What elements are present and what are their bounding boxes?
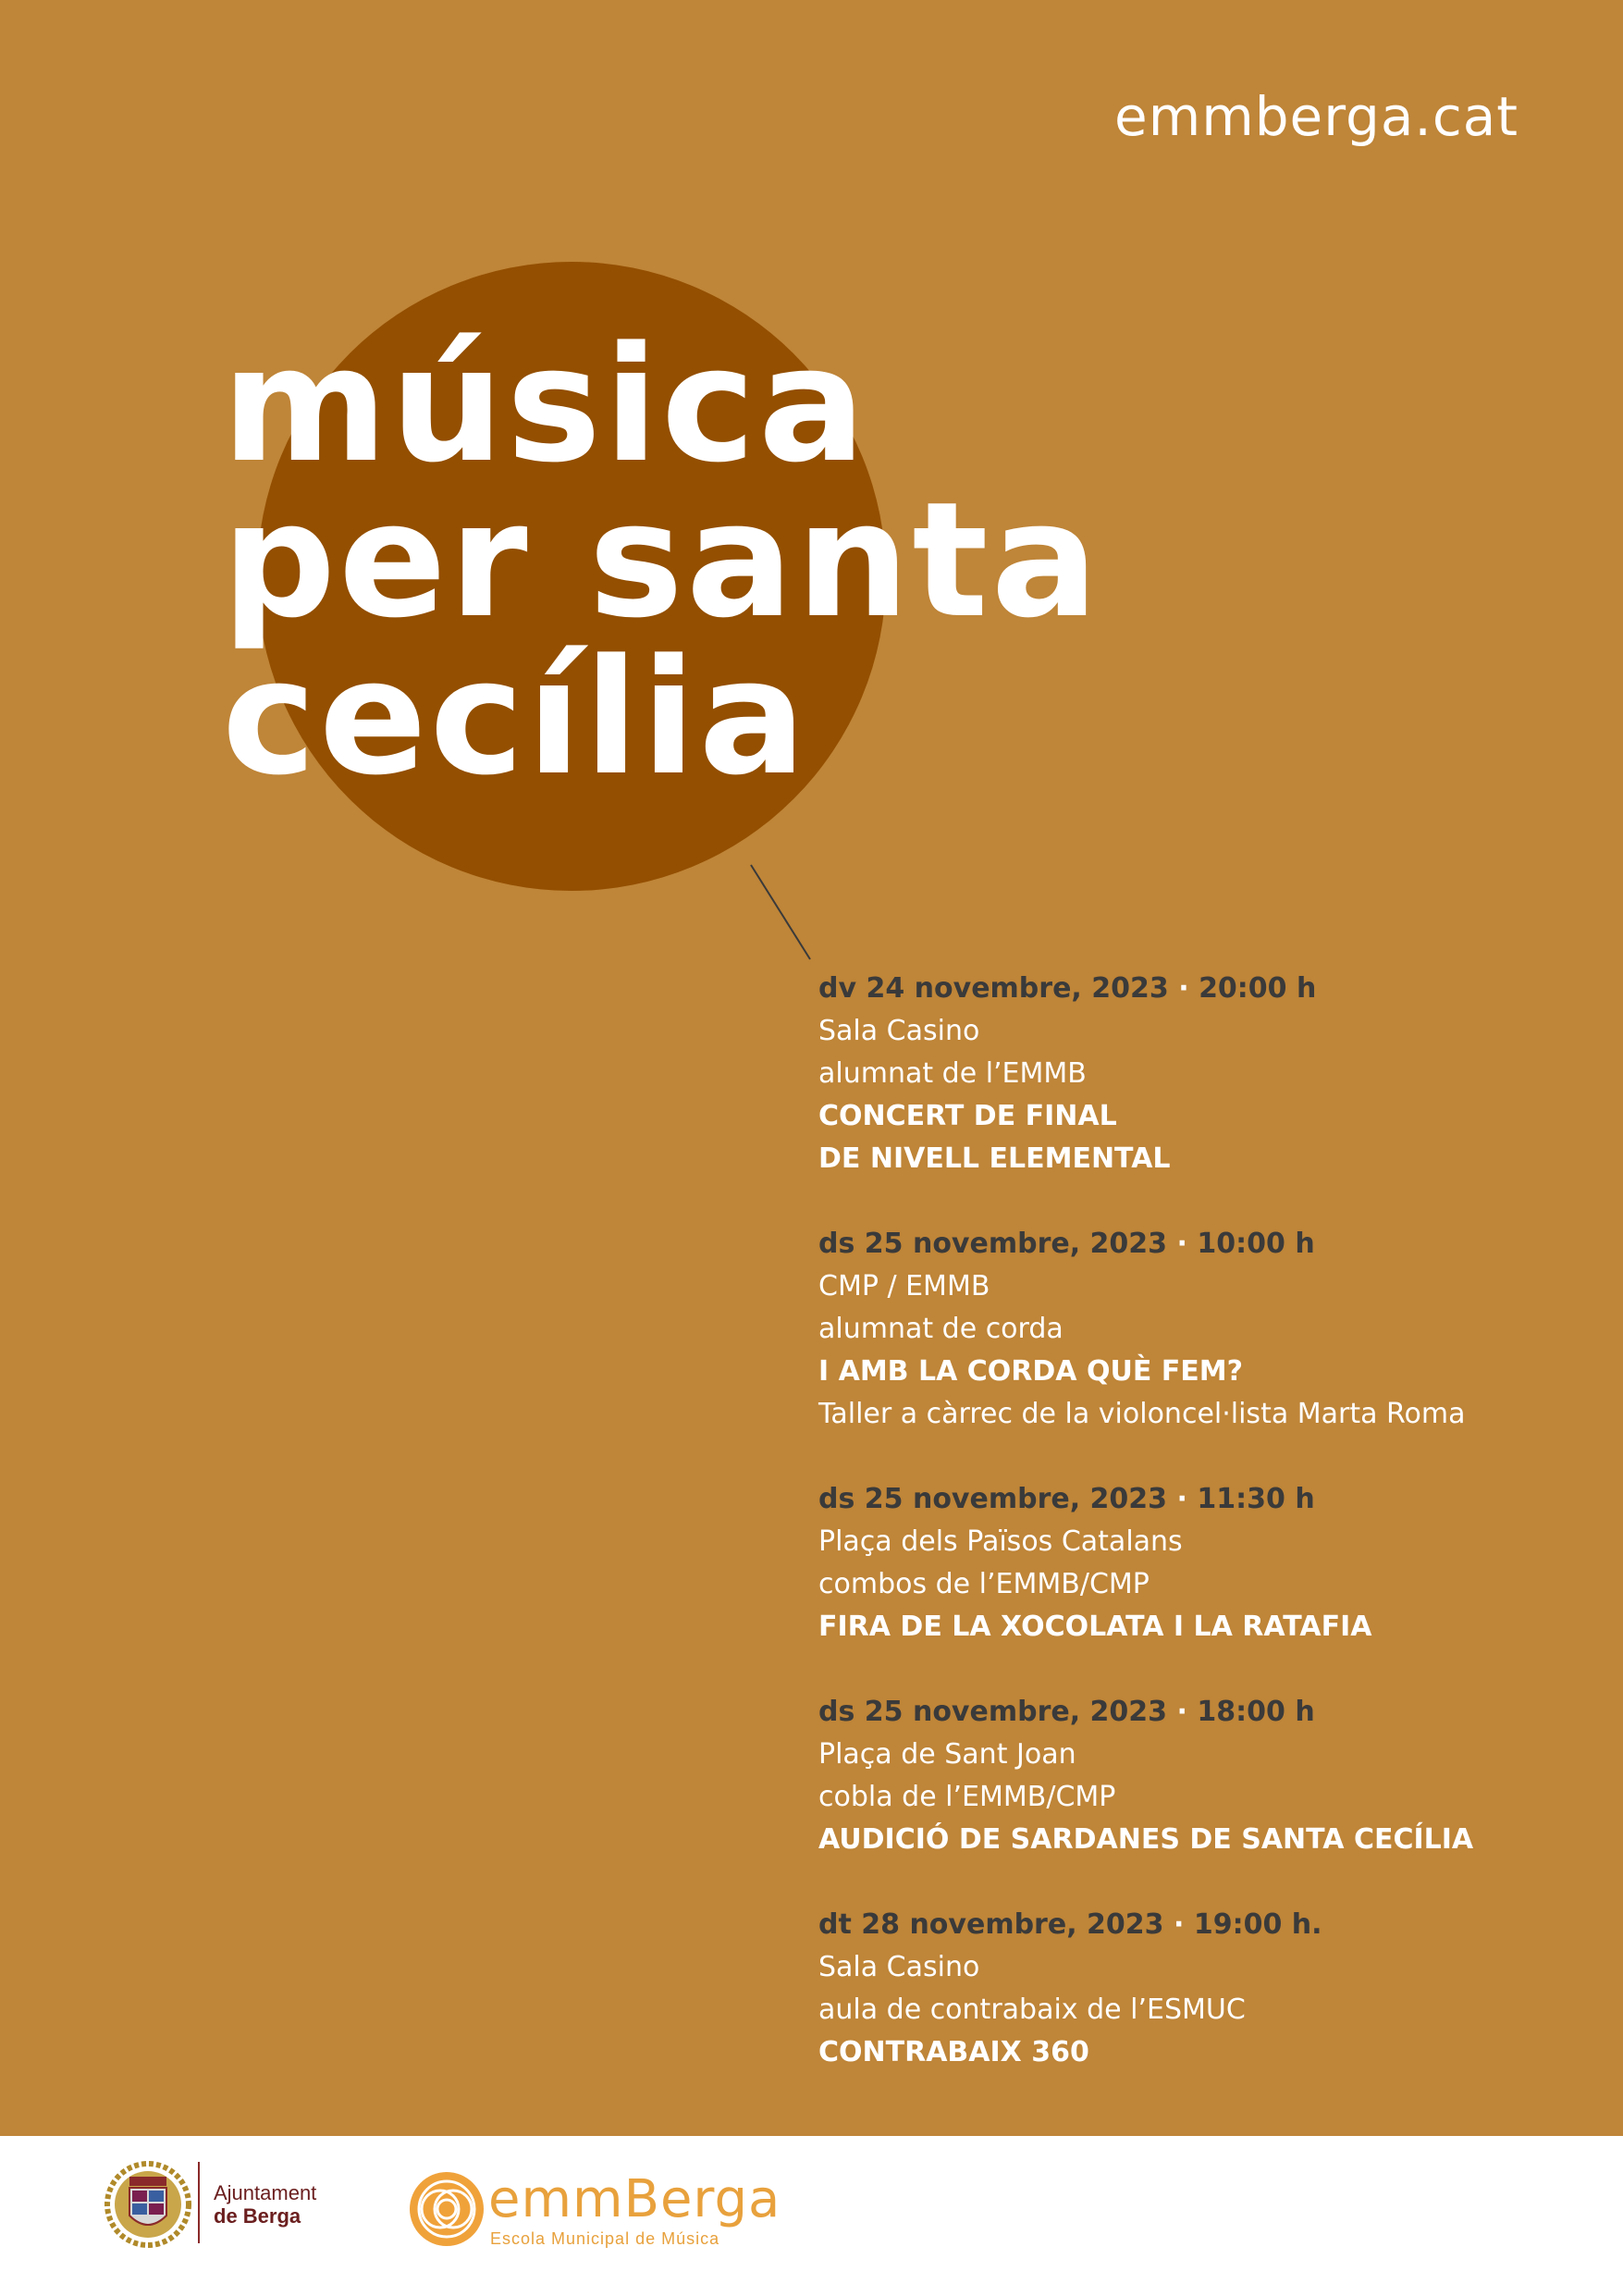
event-datetime xyxy=(818,1904,1577,1946)
event-venue: CMP / EMMB xyxy=(818,1270,990,1302)
event-block xyxy=(818,968,1577,1180)
emm-logo-subtitle: Escola Municipal de Música xyxy=(490,2229,720,2248)
event-title: CONTRABAIX 360 xyxy=(818,2036,1089,2068)
event-date: ds 25 novembre, 2023 xyxy=(818,1696,1168,1728)
event-block xyxy=(818,1478,1577,1648)
event-separator: · xyxy=(1176,1483,1187,1515)
event-venue: Sala Casino xyxy=(818,1951,980,1983)
ajuntament-divider xyxy=(198,2162,200,2243)
event-block xyxy=(818,1904,1577,2074)
event-title: AUDICIÓ DE SARDANES DE SANTA CECÍLIA xyxy=(818,1823,1474,1856)
site-url[interactable]: emmberga.cat xyxy=(1114,85,1518,148)
emm-prefix: emm xyxy=(488,2169,624,2229)
events-list xyxy=(818,968,1577,2117)
event-title: I AMB LA CORDA QUÈ FEM? xyxy=(818,1355,1243,1388)
event-performers: aula de contrabaix de l’ESMUC xyxy=(818,1994,1246,2026)
event-performers: alumnat de l’EMMB xyxy=(818,1057,1087,1090)
event-title: FIRA DE LA XOCOLATA I LA RATAFIA xyxy=(818,1611,1372,1643)
event-block xyxy=(818,1223,1577,1436)
event-separator: · xyxy=(1174,1908,1185,1941)
event-separator: · xyxy=(1178,972,1189,1005)
title-line-1: música xyxy=(222,312,869,498)
event-venue: Plaça de Sant Joan xyxy=(818,1738,1076,1771)
berga-crest-icon xyxy=(104,2160,192,2249)
event-datetime xyxy=(818,1691,1577,1734)
event-note: Taller a càrrec de la violoncel·lista Marta Roma xyxy=(818,1398,1466,1430)
event-separator: · xyxy=(1176,1696,1187,1728)
event-venue: Plaça dels Països Catalans xyxy=(818,1525,1183,1558)
title-line-3: cecília xyxy=(222,624,809,810)
event-performers: alumnat de corda xyxy=(818,1313,1064,1345)
event-date: dv 24 novembre, 2023 xyxy=(818,972,1169,1005)
event-time: 18:00 h xyxy=(1197,1696,1315,1728)
title-line-2: per santa xyxy=(222,467,1101,653)
event-date: ds 25 novembre, 2023 xyxy=(818,1483,1168,1515)
emm-suffix: Berga xyxy=(623,2169,781,2229)
event-performers: combos de l’EMMB/CMP xyxy=(818,1568,1150,1600)
event-separator: · xyxy=(1176,1228,1187,1260)
event-title: DE NIVELL ELEMENTAL xyxy=(818,1142,1171,1175)
ajuntament-logo-text xyxy=(214,2181,316,2228)
event-time: 19:00 h. xyxy=(1193,1908,1322,1941)
ajuntament-line-1: Ajuntament xyxy=(214,2181,317,2204)
emm-logo-wordmark xyxy=(488,2169,781,2229)
emm-rings-logo-icon xyxy=(405,2167,488,2251)
event-time: 11:30 h xyxy=(1197,1483,1315,1515)
event-datetime xyxy=(818,1223,1577,1265)
event-venue: Sala Casino xyxy=(818,1015,980,1047)
ajuntament-line-2: de Berga xyxy=(214,2204,301,2228)
event-performers: cobla de l’EMMB/CMP xyxy=(818,1781,1116,1813)
event-title: CONCERT DE FINAL xyxy=(818,1100,1117,1132)
event-block xyxy=(818,1691,1577,1861)
event-datetime xyxy=(818,1478,1577,1521)
event-time: 10:00 h xyxy=(1197,1228,1315,1260)
event-date: ds 25 novembre, 2023 xyxy=(818,1228,1168,1260)
event-date: dt 28 novembre, 2023 xyxy=(818,1908,1164,1941)
event-time: 20:00 h xyxy=(1199,972,1317,1005)
event-datetime xyxy=(818,968,1577,1010)
